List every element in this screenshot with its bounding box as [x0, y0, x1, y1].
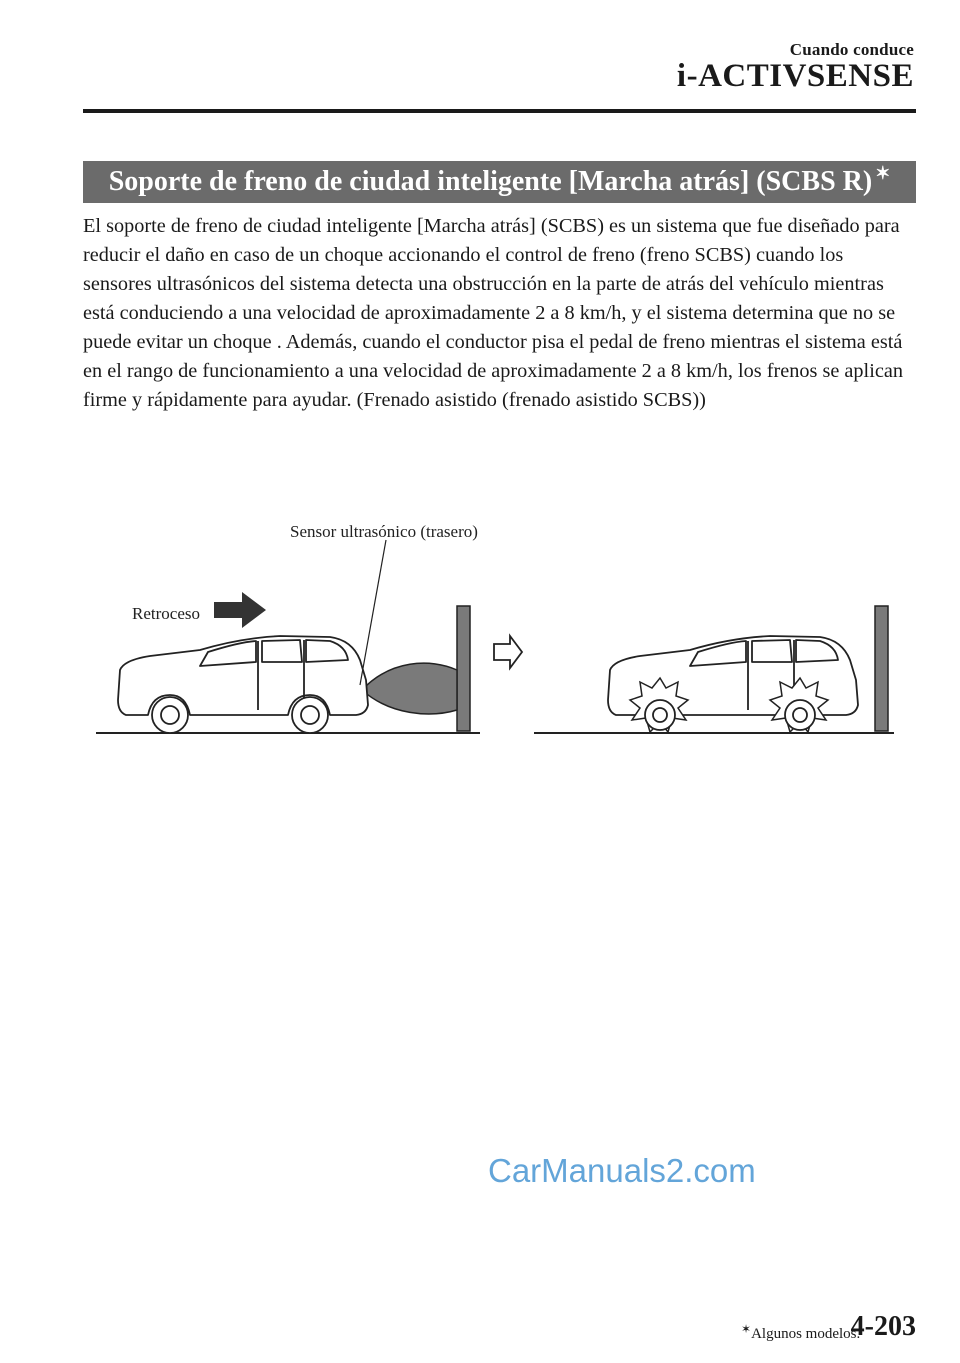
illustration-drawing: [90, 510, 910, 750]
sensor-leader-line: [360, 540, 386, 685]
footnote-text: Algunos modelos.: [751, 1326, 861, 1342]
label-sensor: Sensor ultrasónico (trasero): [290, 522, 478, 541]
obstacle-wall-right: [875, 606, 888, 731]
body-paragraph: El soporte de freno de ciudad inteligente [Marcha atrás] (SCBS) es un sistema que fue diseñado para reducir el daño en caso de un choque accionando el control de freno (freno SCBS) cuando los sensores ultrasónicos del sistema detecta una obstrucción en la parte de atrás del vehículo mientras está conduciendo a una velocidad de aproximadamente 2 a 8 km/h, y el sistema determina que no se puede evitar un choque . Además, cuando el conductor pisa el pedal de freno mientras el sistema está en el rango de funcionamiento a una velocidad de aproximadamente 2 a 8 km/h, los frenos se aplican firme y rápidamente para ayudar. (Frenado asistido (frenado asistido SCBS)): [83, 215, 903, 411]
some-models-marker: ✶: [875, 162, 891, 183]
transition-arrow: [494, 636, 522, 668]
watermark: CarManuals2.com: [488, 1152, 756, 1189]
obstacle-wall-left: [457, 606, 470, 731]
sensor-detection-zone: [362, 663, 457, 714]
scbs-illustration: [90, 510, 910, 755]
header-chapter: i-ACTIVSENSE: [676, 58, 914, 94]
footnote: [741, 1322, 861, 1343]
reverse-arrow: [214, 592, 266, 628]
label-reverse: Retroceso: [132, 604, 200, 623]
header-divider: [83, 109, 916, 113]
footnote-marker: ✶: [741, 1322, 752, 1336]
car-reversing: [118, 636, 368, 733]
section-title: Soporte de freno de ciudad inteligente [Marcha atrás] (SCBS R): [108, 166, 873, 197]
section-title-banner: [83, 161, 916, 203]
header-section: Cuando conduce: [789, 40, 914, 59]
page-number: 4-203: [850, 1311, 916, 1342]
